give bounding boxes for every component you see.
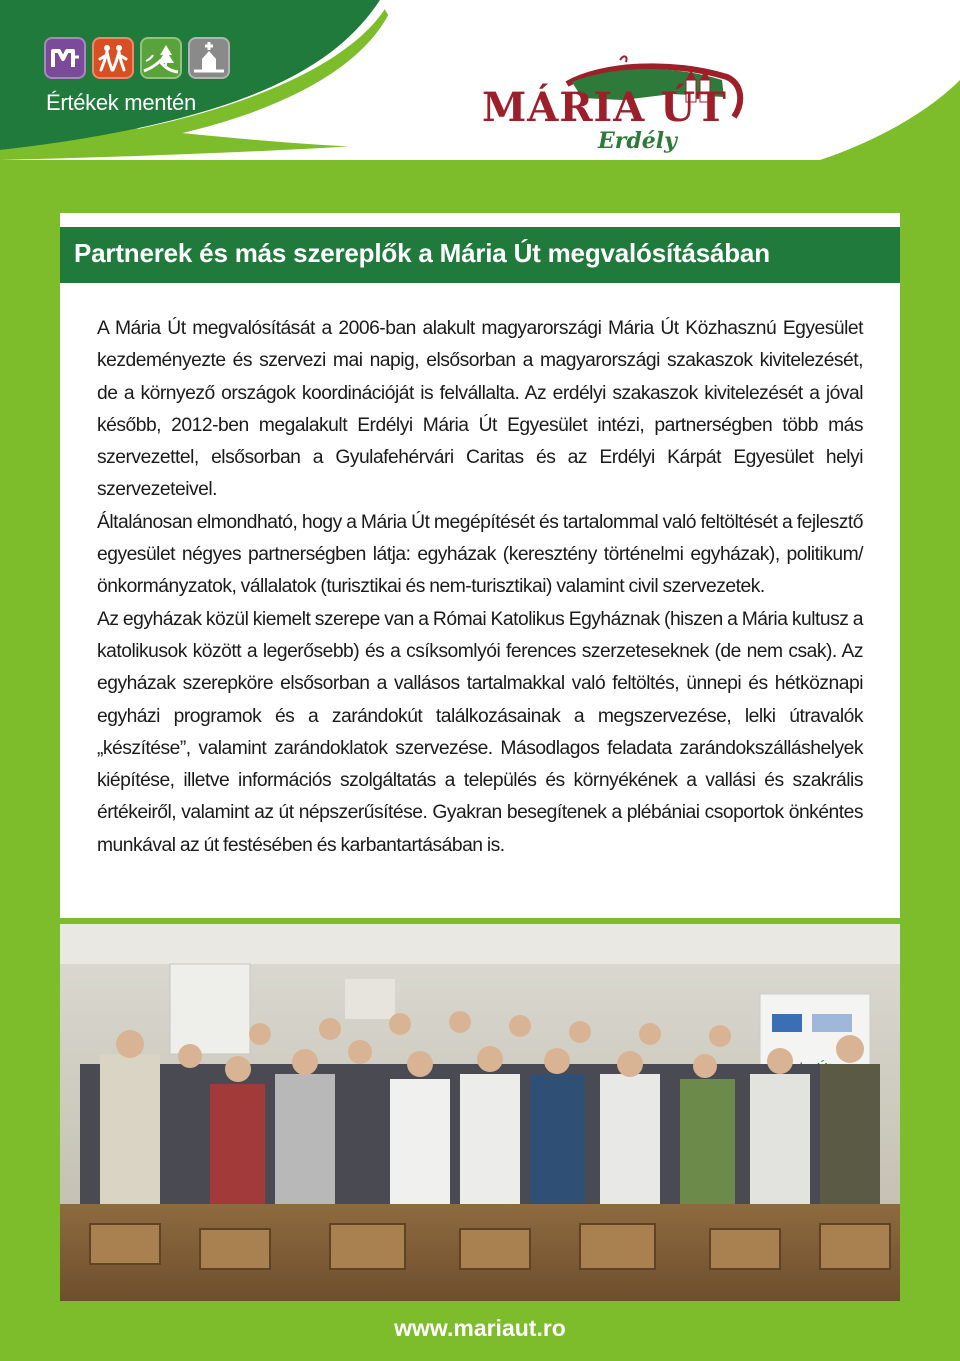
header-icon-row: [44, 37, 230, 79]
logo-title: MÁRIA ÚT: [482, 84, 727, 131]
header-tagline: Értékek mentén: [46, 90, 196, 115]
article-body: [97, 313, 863, 862]
article-title-bar: [60, 227, 900, 283]
logo-subtitle: Erdély: [598, 128, 677, 154]
group-photo: [60, 924, 900, 1301]
nature-path-icon: [140, 37, 182, 79]
group-photo-illustration: [60, 924, 900, 1301]
article-paragraph: Az egyházak közül kiemelt szerepe van a Római Katolikus Egyháznak (hiszen a Mária kultusz a katolikusok között a legerősebb) és a csíksomlyói ferences szerzeteseknek (de nem csak). Az egyházak szerepköre elsősorban a vallásos tartalmakkal való feltöltés, ünnepi és hétköznapi egyházi programok és a zarándokút találkozásainak a megszervezése, lelki útravalók „készítése”, valamint zarándoklatok szervezése. Másodlagos feladata zarándokszálláshelyek kiépítése, illetve információs szolgáltatás a település és környékének a vallási és szakrális értékeiről, valamint az út népszerűsítése. Gyakran besegítenek a plébániai csoportok önkéntes munkával az út festésében és karbantartásában is.: [97, 608, 863, 856]
article-paragraph: A Mária Út megvalósítását a 2006-ban alakult magyarországi Mária Út Közhasznú Egyesület kezdeményezte és szervezi mai napig, elsősorban a magyarországi szakaszok kivitelezését, de a környező országok koordinációját is felvállalta. Az erdélyi szakaszok kivitelezését a jóval később, 2012-ben megalakult Erdélyi Mária Út Egyesület intézi, partnerségben több más szervezettel, elsősorban a Gyulafehérvári Caritas és az Erdélyi Kárpát Egyesület helyi szervezeteivel.: [97, 318, 863, 501]
pilgrims-walking-icon: [92, 37, 134, 79]
article-title: Partnerek és más szereplők a Mária Út megvalósításában: [74, 238, 770, 268]
article-paragraph: Általánosan elmondható, hogy a Mária Út megépítését és tartalommal való feltöltését a fejlesztő egyesület négyes partnerségben látja: egyházak (keresztény történelmi egyházak), politikum/önkormányzatok, vállalatok (turisztikai és nem-turisztikai) valamint civil szervezetek.: [97, 511, 863, 598]
church-cross-icon: [188, 37, 230, 79]
maria-ut-monogram-icon: [44, 37, 86, 79]
footer-website-link[interactable]: www.mariaut.ro: [394, 1315, 566, 1341]
page-header: [0, 0, 960, 160]
